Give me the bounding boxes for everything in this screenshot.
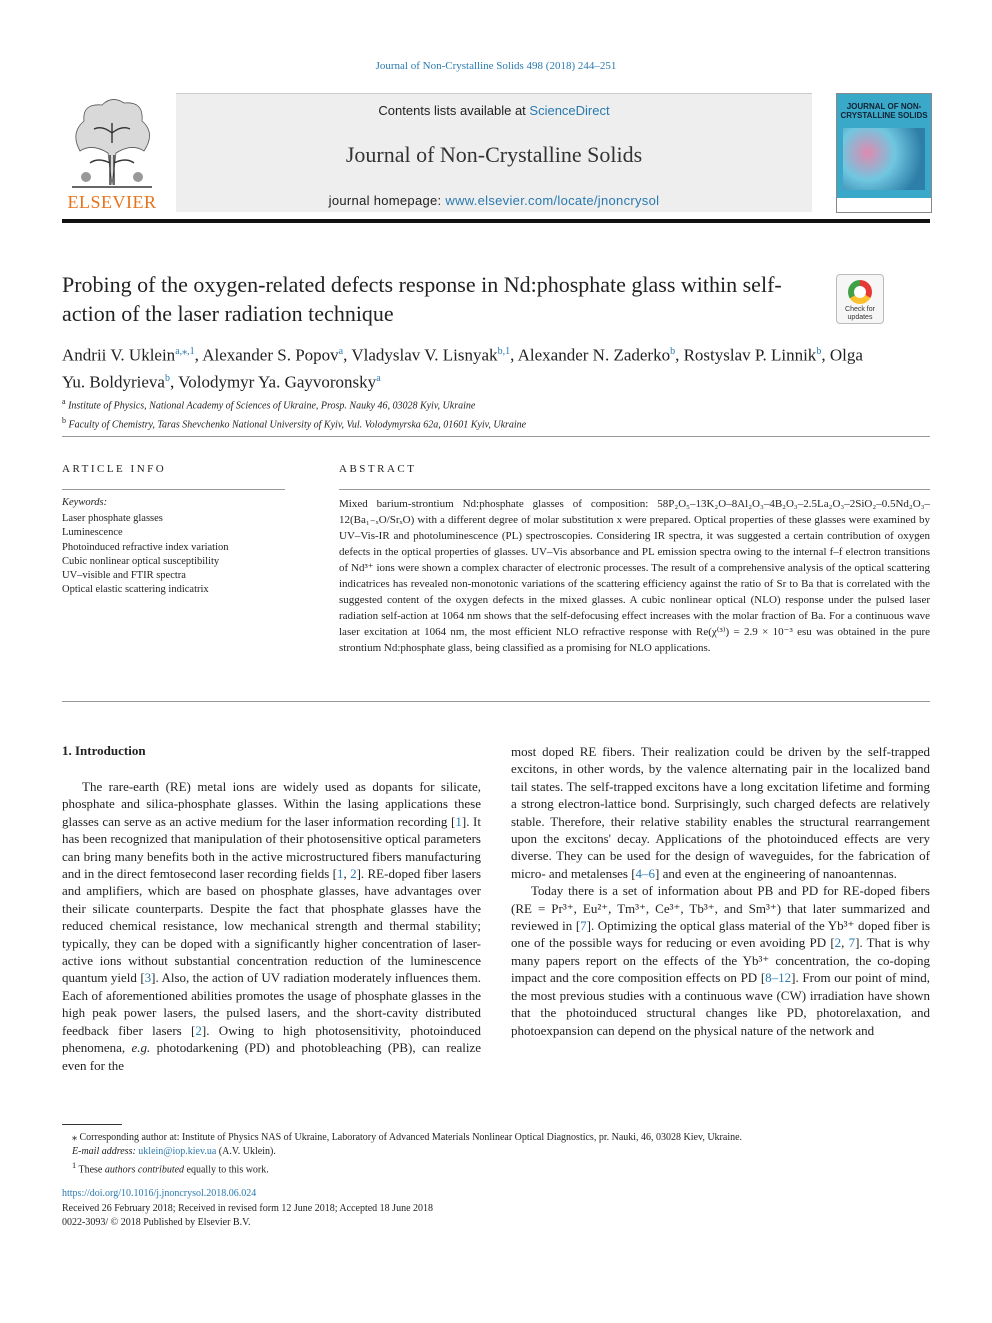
author-name[interactable]: Vladyslav V. Lisnyak xyxy=(351,345,498,365)
author-name[interactable]: Rostyslav P. Linnik xyxy=(683,345,817,365)
affiliation-item xyxy=(62,413,922,432)
journal-name: Journal of Non-Crystalline Solids xyxy=(345,142,643,167)
body-paragraph xyxy=(511,743,930,882)
reference-link[interactable]: 8–12 xyxy=(765,970,792,986)
email-label: E-mail address: xyxy=(72,1146,139,1157)
author-affiliation-marker[interactable]: a,⁎,1 xyxy=(175,346,195,357)
keywords-list xyxy=(62,512,292,598)
article-info-divider xyxy=(62,489,285,490)
homepage-link[interactable]: www.elsevier.com/locate/jnoncrysol xyxy=(445,193,660,208)
keyword-item: Luminescence xyxy=(62,527,123,539)
article-title: Probing of the oxygen-related defects response in Nd:phosphate glass within self-action of the laser radiation technique xyxy=(62,272,782,326)
cover-artwork xyxy=(843,128,925,190)
keyword-item: Laser phosphate glasses xyxy=(62,513,163,524)
author-name[interactable]: Andrii V. Uklein xyxy=(62,345,176,365)
journal-cover-thumbnail[interactable] xyxy=(836,93,932,213)
sciencedirect-link[interactable]: ScienceDirect xyxy=(529,103,610,118)
body-column-right xyxy=(511,743,930,1039)
reference-link[interactable]: 3 xyxy=(144,970,152,986)
keywords-label: Keywords: xyxy=(62,497,108,508)
text-run: ]. It has been recognized that manipulation of their photosensitive optical parameters can bring many benefits both in the active microstructured fibers manufacturing and in the direct femtosecond laser recording fields [ xyxy=(62,813,481,882)
text-run: Today there is a set of information about PB and PD for RE-doped fibers (RE = Pr³⁺, Eu²⁺, Tm³⁺, Ce³⁺, Tb³⁺, and Sm³⁺) that later summarized and reviewed in [ xyxy=(511,883,930,934)
reference-link[interactable]: 2 xyxy=(834,935,842,951)
abstract-divider xyxy=(339,489,930,490)
contents-prefix: Contents lists available at xyxy=(378,103,530,118)
author-name[interactable]: Alexander N. Zaderko xyxy=(517,345,671,365)
text-run: ]. Optimizing the optical glass material of the Yb³⁺ doped fiber is one of the possible ways for reducing or even avoiding PD [ xyxy=(511,918,930,951)
text-run: most doped RE fibers. Their realization could be driven by the self-trapped excitons, in other words, by the valence alternating pair in the localized band tail states. The self-trapped excitons have a long excitation lifetime and forming a strong electron-lattice bond. Surprisingly, such charged defects are relatively stable. Therefore, their relative stability enables the structural rearrangement upon the excitons' decay. Applications of the photoinduced effects are very diverse. They can be used for the design of waveguides, for the fabrication of micro- and metalenses [ xyxy=(511,744,930,881)
keyword-item: Optical elastic scattering indicatrix xyxy=(62,584,209,596)
article-info-heading: ARTICLE INFO xyxy=(62,463,167,475)
header-divider xyxy=(62,219,930,223)
contents-line xyxy=(176,103,812,118)
reference-link[interactable]: 7 xyxy=(580,918,587,934)
text-run: authors contributed xyxy=(104,1164,185,1176)
reference-link[interactable]: 7 xyxy=(848,935,856,951)
article-metadata xyxy=(62,1187,930,1231)
section-divider xyxy=(62,701,930,702)
section-divider xyxy=(62,436,930,437)
text-run: The rare-earth (RE) metal ions are widely used as dopants for silicate, phosphate and silica-phosphate glasses. Within the lasing applications these glasses can serve as an active medium for the laser information recording [ xyxy=(62,779,481,829)
footnotes xyxy=(62,1131,930,1177)
corresponding-author-note: ⁎ Corresponding author at: Institute of Physics NAS of Ukraine, Laboratory of Advanced Materials Nonlinear Optical Diagnostics, pr. Nauki, 46, 03028 Kiev, Ukraine. xyxy=(72,1132,743,1143)
author-list: Andrii V. Uklein$^{a,⁎,1}$, Alexander S. Popov$^a$, Vladyslav V. Lisnyak$^{b,1}$, Alexander N. Zaderko$^b$, Rostyslav P. Linnik$^b$, Olga Yu. Boldyrieva$^b$, Volodymyr Ya. Gayvoronsky$^a$ xyxy=(62,345,863,392)
affiliation-item xyxy=(62,394,922,413)
author-affiliation-marker[interactable]: b xyxy=(816,346,822,357)
email-note xyxy=(62,1145,930,1159)
text-run: , xyxy=(841,935,849,951)
email-owner: (A.V. Uklein). xyxy=(216,1146,276,1157)
body-paragraph xyxy=(511,882,930,1039)
keyword-item: Cubic nonlinear optical susceptibility xyxy=(62,555,220,567)
text-run: equally to this work. xyxy=(184,1164,269,1176)
reference-link[interactable]: 2 xyxy=(195,1022,202,1038)
affiliations xyxy=(62,394,922,433)
reference-link[interactable]: 1 xyxy=(455,813,462,829)
publisher-wordmark[interactable]: ELSEVIER xyxy=(67,192,157,212)
text-run: ]. RE-doped fiber lasers and amplifiers, which are based on phosphate glasses, have advantages over their silicate counterparts. Despite the fact that phosphate glasses have the reduced chemical resistance, low mechanical strength and thermal stability; typically, they can be doped with a significantly higher concentration of laser-active ions without substantial concentration reduction of the luminescence quantum yield [ xyxy=(62,866,482,986)
affiliation-marker: a xyxy=(62,397,66,406)
reference-link[interactable]: 2 xyxy=(350,866,357,882)
journal-citation[interactable]: Journal of Non-Crystalline Solids 498 (2018) 244–251 xyxy=(375,60,617,72)
homepage-prefix: journal homepage: xyxy=(328,193,446,208)
text-run: These xyxy=(76,1164,105,1176)
text-run: ] and even at the engineering of nanoantennas. xyxy=(655,865,897,881)
journal-masthead xyxy=(176,93,812,212)
text-run: ]. From our point of mind, the most previous studies with a continuous wave (CW) irradiation have shown that the photoinduced structural changes like PD, photorelaxation, and photoexpansion can depend on the physical nature of the network and xyxy=(511,970,930,1038)
email-link[interactable]: uklein@iop.kiev.ua xyxy=(138,1146,217,1157)
homepage-line xyxy=(176,193,812,208)
abstract-text: Mixed barium-strontium Nd:phosphate glasses of composition: 58P₂O₅–13K₂O–8Al₂O₃–4B₂O₃–2.5La₂O₃–2SiO₂–0.5Nd₂O₃–12(Ba₁₋ₓO/SrₓO) with a different degree of molar substitution x were prepared. Optical properties of these glasses were examined by UV–Vis-IR and photoluminescence (PL) spectroscopies. Considering IR spectra, it was suggested a certain contribution of oxygen defects in the optical properties of glasses. UV–Vis absorbance and PL emission spectra owing to the internal f–f electron transitions of Nd³⁺ ions were shown a complex character of electronic processes. The result of a comprehensive analysis of the optical scattering indicatrices has revealed non-monotonic variations of the scattering efficiency against the ratio of Sr to Ba that is correlated with the suggested content of the oxygen defects in the mixed glasses. A cubic nonlinear optical (NLO) response under the pulsed laser radiation self-action at 1064 nm shows that the self-defocusing effect increases with the molar fraction of Ba. For a continuous wave laser excitation at 1064 nm, the most efficient NLO refractive response with Re(χ⁽³⁾) = 2.9 × 10⁻³ esu was obtained in the pure strontium Nd:phosphate glass, being classified as a promising for NLO applications. xyxy=(339,498,930,654)
author-affiliation-marker[interactable]: b xyxy=(670,346,676,357)
author-affiliation-marker[interactable]: b xyxy=(164,372,170,384)
affiliation-text: Faculty of Chemistry, Taras Shevchenko National University of Kyiv, Vul. Volodymyrska 62a, 01601 Kyiv, Ukraine xyxy=(68,419,527,431)
body-column-left xyxy=(62,778,481,1074)
author-affiliation-marker[interactable]: a xyxy=(376,372,381,384)
author-affiliation-marker[interactable]: b,1 xyxy=(497,346,511,357)
keyword-item: UV–visible and FTIR spectra xyxy=(62,570,186,582)
check-updates-icon xyxy=(848,280,872,304)
check-for-updates-badge[interactable] xyxy=(836,274,884,324)
doi-link[interactable]: https://doi.org/10.1016/j.jnoncrysol.2018.06.024 xyxy=(62,1188,257,1199)
article-dates: Received 26 February 2018; Received in revised form 12 June 2018; Accepted 18 June 2018 xyxy=(62,1202,434,1214)
reference-link[interactable]: 4–6 xyxy=(635,865,656,881)
section-heading-introduction: 1. Introduction xyxy=(62,743,146,758)
affiliation-marker: b xyxy=(62,416,66,426)
body-paragraph xyxy=(62,778,481,1074)
author-name[interactable]: Volodymyr Ya. Gayvoronsky xyxy=(178,372,377,392)
copyright-line: 0022-3093/ © 2018 Published by Elsevier B.V. xyxy=(62,1217,251,1228)
text-run: ]. That is why many papers report on the effects of the Yb³⁺ concentration, the co-doping impact and the core composition effects on PD [ xyxy=(511,935,931,986)
cover-title: JOURNAL OF NON-CRYSTALLINE SOLIDS xyxy=(840,102,928,120)
text-run: , xyxy=(343,866,351,882)
author-affiliation-marker[interactable]: a xyxy=(338,346,344,357)
text-run: ]. Also, the action of UV radiation moderately influences them. Each of aforementioned abilities promotes the usage of phosphate glasses in the high peak power lasers, the pulsed lasers, and the short-cavity distributed feedback fiber lasers [ xyxy=(62,970,481,1038)
affiliation-text: Institute of Physics, National Academy of Sciences of Ukraine, Prosp. Nauky 46, 03028 Kyiv, Ukraine xyxy=(68,400,476,412)
keyword-item: Photoinduced refractive index variation xyxy=(62,541,229,553)
reference-link[interactable]: 1 xyxy=(337,866,344,882)
text-run: e.g. xyxy=(131,1040,151,1056)
abstract-heading: ABSTRACT xyxy=(339,463,417,475)
text-run: ]. Owing to high photosensitivity, photoinduced phenomena, xyxy=(62,1022,481,1056)
author-name[interactable]: Alexander S. Popov xyxy=(202,345,339,365)
text-run: photodarkening (PD) and photobleaching (PB), can realize even for the xyxy=(62,1040,481,1073)
footnote-marker: 1 xyxy=(72,1161,77,1170)
footnote-divider xyxy=(62,1124,122,1125)
cover-footer xyxy=(837,198,931,212)
equal-contribution-note xyxy=(62,1159,930,1177)
check-updates-label: Check for updates xyxy=(845,306,875,321)
author-name[interactable]: Olga Yu. Boldyrieva xyxy=(62,345,863,392)
